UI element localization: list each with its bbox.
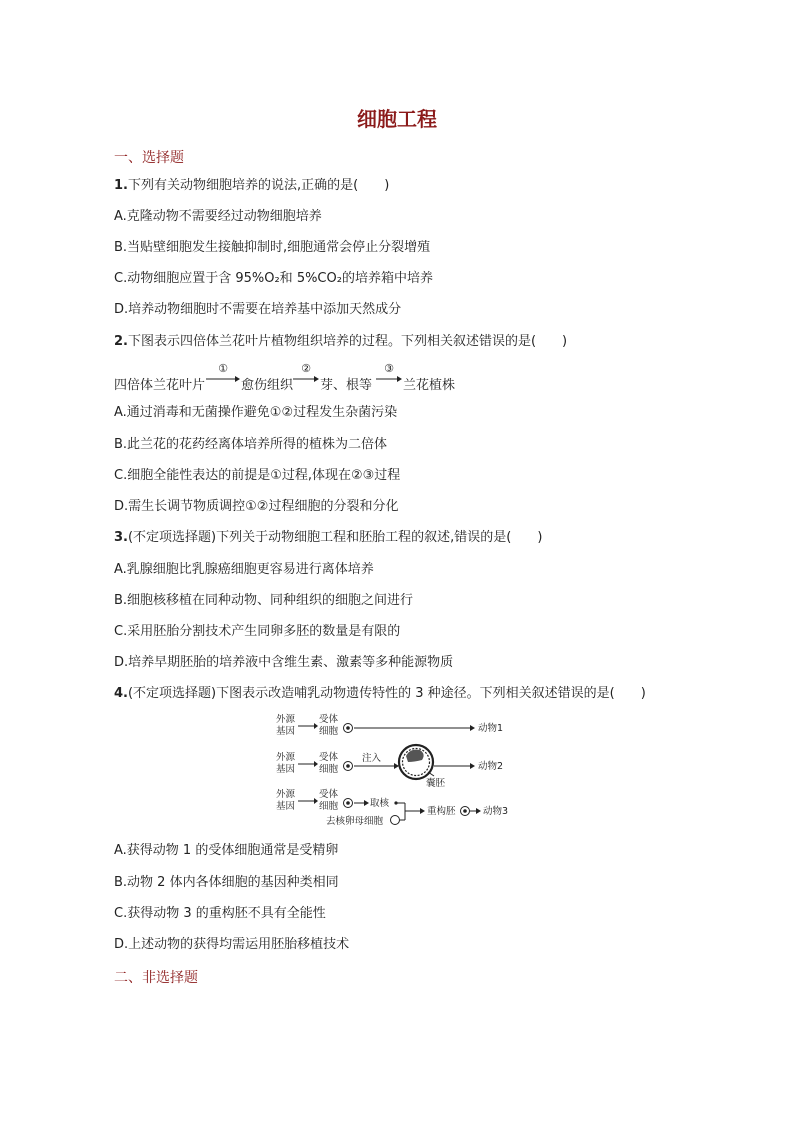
animal-2-label: 动物2 bbox=[478, 761, 504, 772]
flow-step-1: ① bbox=[218, 362, 228, 375]
flow-node-leaf: 四倍体兰花叶片 bbox=[114, 378, 206, 393]
question-1-text: 下列有关动物细胞培养的说法,正确的是( ) bbox=[127, 178, 390, 193]
flow-node-callus: 愈伤组织 bbox=[241, 378, 294, 393]
enucleated-oocyte-label: 去核卵母细胞 bbox=[326, 816, 384, 827]
q4-option-c: C.获得动物 3 的重构胚不具有全能性 bbox=[114, 906, 326, 921]
row2-gene-label-b: 基因 bbox=[276, 764, 296, 775]
q4-option-d: D.上述动物的获得均需运用胚胎移植技术 bbox=[114, 937, 350, 952]
flow-arrow-3 bbox=[376, 362, 402, 388]
question-4-text: (不定项选择题)下图表示改造哺乳动物遗传特性的 3 种途径。下列相关叙述错误的是( ) bbox=[127, 686, 646, 701]
q2-option-b: B.此兰花的花药经离体培养所得的植株为二倍体 bbox=[114, 437, 388, 452]
enucleated-oocyte-icon bbox=[391, 816, 400, 825]
question-1-stem bbox=[114, 178, 389, 194]
q4-option-b: B.动物 2 体内各体细胞的基因种类相同 bbox=[114, 875, 339, 890]
q3-option-a: A.乳腺细胞比乳腺癌细胞更容易进行离体培养 bbox=[114, 562, 374, 577]
row1-cell-label-b: 细胞 bbox=[319, 726, 339, 737]
question-3-stem bbox=[114, 530, 542, 546]
row2-gene-label-a: 外源 bbox=[276, 752, 296, 763]
take-nucleus-label: 取核 bbox=[370, 798, 390, 809]
q1-option-c: C.动物细胞应置于含 95%O₂和 5%CO₂的培养箱中培养 bbox=[114, 271, 433, 286]
q2-option-a: A.通过消毒和无菌操作避免①②过程发生杂菌污染 bbox=[114, 405, 398, 420]
section-heading-nonchoice: 二、非选择题 bbox=[114, 970, 198, 986]
row3-gene-label-a: 外源 bbox=[276, 789, 296, 800]
reconstructed-embryo-label: 重构胚 bbox=[427, 806, 456, 817]
row2-cell-label-a: 受体 bbox=[319, 752, 339, 763]
row3-cell-label-a: 受体 bbox=[319, 789, 339, 800]
section-heading-choice: 一、选择题 bbox=[114, 150, 184, 166]
row1-gene-label-a: 外源 bbox=[276, 714, 296, 725]
flow-arrow-2 bbox=[293, 362, 319, 388]
animal-3-label: 动物3 bbox=[483, 806, 509, 817]
flow-node-buds-roots: 芽、根等 bbox=[320, 378, 373, 393]
q4-option-a: A.获得动物 1 的受体细胞通常是受精卵 bbox=[114, 843, 339, 858]
row1-gene-label-b: 基因 bbox=[276, 726, 296, 737]
q2-option-c: C.细胞全能性表达的前提是①过程,体现在②③过程 bbox=[114, 468, 401, 483]
blastocyst-icon bbox=[399, 745, 434, 779]
row1-cell-label-a: 受体 bbox=[319, 714, 339, 725]
flow-node-plant: 兰花植株 bbox=[403, 378, 456, 393]
flow-step-2: ② bbox=[301, 362, 311, 375]
genetic-modification-diagram bbox=[270, 712, 530, 830]
question-4-number: 4. bbox=[114, 686, 128, 701]
q3-option-b: B.细胞核移植在同种动物、同种组织的细胞之间进行 bbox=[114, 593, 414, 608]
animal-1-label: 动物1 bbox=[478, 723, 504, 734]
question-2-number: 2. bbox=[114, 334, 128, 349]
flow-arrow-1 bbox=[206, 362, 240, 388]
row2-cell-label-b: 细胞 bbox=[319, 764, 339, 775]
blastocyst-label: 囊胚 bbox=[426, 778, 446, 789]
q3-option-d: D.培养早期胚胎的培养液中含维生素、激素等多种能源物质 bbox=[114, 655, 454, 670]
q3-option-c: C.采用胚胎分割技术产生同卵多胚的数量是有限的 bbox=[114, 624, 401, 639]
flow-step-3: ③ bbox=[384, 362, 394, 375]
inject-label: 注入 bbox=[362, 753, 382, 764]
q1-option-a: A.克隆动物不需要经过动物细胞培养 bbox=[114, 209, 322, 224]
question-3-text: (不定项选择题)下列关于动物细胞工程和胚胎工程的叙述,错误的是( ) bbox=[127, 530, 543, 545]
row3-cell-label-b: 细胞 bbox=[319, 801, 339, 812]
question-2-text: 下图表示四倍体兰花叶片植物组织培养的过程。下列相关叙述错误的是( ) bbox=[127, 334, 568, 349]
q1-option-d: D.培养动物细胞时不需要在培养基中添加天然成分 bbox=[114, 302, 402, 317]
row3-gene-label-b: 基因 bbox=[276, 801, 296, 812]
question-4-stem bbox=[114, 686, 646, 702]
page-title: 细胞工程 bbox=[357, 107, 437, 131]
question-1-number: 1. bbox=[114, 178, 128, 193]
question-2-stem bbox=[114, 334, 567, 350]
q1-option-b: B.当贴壁细胞发生接触抑制时,细胞通常会停止分裂增殖 bbox=[114, 240, 431, 255]
question-3-number: 3. bbox=[114, 530, 128, 545]
q2-option-d: D.需生长调节物质调控①②过程细胞的分裂和分化 bbox=[114, 499, 399, 514]
